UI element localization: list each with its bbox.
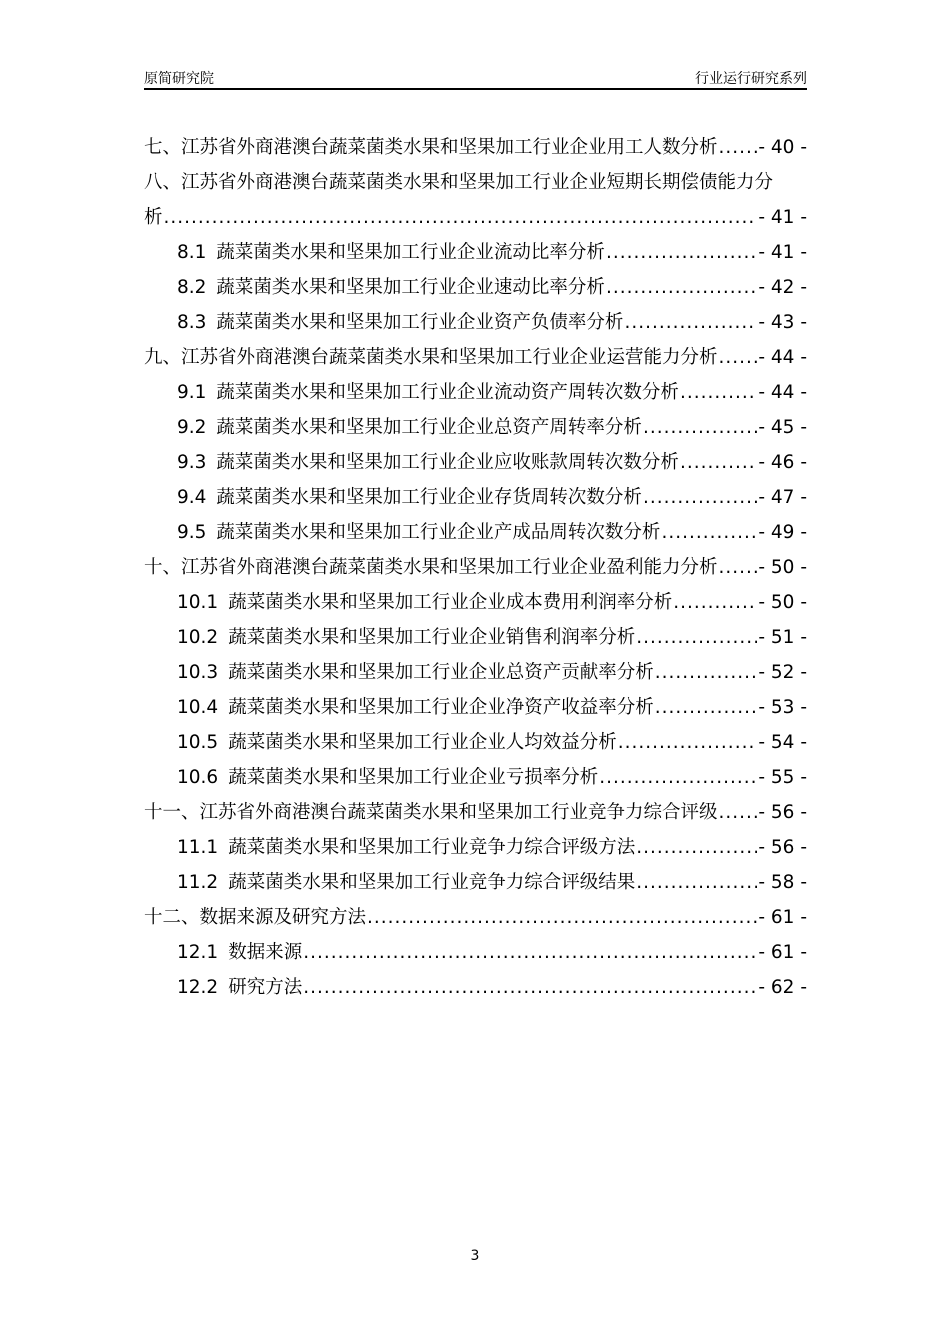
toc-entry[interactable] <box>144 900 807 935</box>
toc-entry[interactable] <box>144 305 807 340</box>
toc-entry-title: 析 <box>144 207 163 228</box>
toc-entry[interactable] <box>144 445 807 480</box>
header-publisher: 原简研究院 <box>144 71 214 87</box>
toc-leader-dots <box>673 585 757 620</box>
toc-entry-number: 10.6 <box>177 767 219 788</box>
toc-entry-number: 9.1 <box>177 382 207 403</box>
toc-entry-title: 蔬菜菌类水果和坚果加工行业竞争力综合评级方法 <box>228 837 636 858</box>
toc-leader-dots <box>719 550 758 585</box>
toc-entry-page: - 42 - <box>758 277 807 298</box>
toc-entry-page: - 41 - <box>758 207 807 228</box>
toc-entry-title: 蔬菜菌类水果和坚果加工行业企业应收账款周转次数分析 <box>216 452 679 473</box>
toc-entry-title: 蔬菜菌类水果和坚果加工行业企业总资产周转率分析 <box>216 417 642 438</box>
toc-entry-title: 蔬菜菌类水果和坚果加工行业企业净资产收益率分析 <box>228 697 654 718</box>
toc-entry-title: 研究方法 <box>228 977 303 998</box>
toc-entry-number: 8.3 <box>177 312 207 333</box>
toc-entry-number: 9.4 <box>177 487 207 508</box>
toc-entry[interactable] <box>144 935 807 970</box>
toc-entry-title: 蔬菜菌类水果和坚果加工行业企业亏损率分析 <box>228 767 599 788</box>
toc-leader-dots <box>719 130 758 165</box>
toc-entry-number: 12.1 <box>177 942 219 963</box>
toc-entry-title: 十二、数据来源及研究方法 <box>144 907 367 928</box>
toc-entry-page: - 41 - <box>758 242 807 263</box>
toc-entry[interactable] <box>144 130 807 165</box>
toc-entry[interactable] <box>144 165 807 200</box>
toc-leader-dots <box>303 970 757 1005</box>
toc-leader-dots <box>606 235 757 270</box>
toc-entry-page: - 51 - <box>758 627 807 648</box>
toc-leader-dots <box>643 480 757 515</box>
toc-entry-title: 蔬菜菌类水果和坚果加工行业企业流动资产周转次数分析 <box>216 382 679 403</box>
toc-entry-page: - 46 - <box>758 452 807 473</box>
toc-entry-title: 蔬菜菌类水果和坚果加工行业企业存货周转次数分析 <box>216 487 642 508</box>
toc-leader-dots <box>719 795 758 830</box>
toc-entry-title: 蔬菜菌类水果和坚果加工行业企业产成品周转次数分析 <box>216 522 661 543</box>
toc-entry-page: - 61 - <box>758 907 807 928</box>
toc-entry[interactable] <box>144 970 807 1005</box>
toc-entry[interactable] <box>144 235 807 270</box>
toc-entry-number: 11.2 <box>177 872 219 893</box>
toc-entry[interactable] <box>144 725 807 760</box>
toc-entry-page: - 56 - <box>758 837 807 858</box>
toc-leader-dots <box>661 515 757 550</box>
table-of-contents <box>144 130 807 1005</box>
toc-leader-dots <box>636 830 757 865</box>
toc-leader-dots <box>599 760 757 795</box>
toc-entry-page: - 50 - <box>758 557 807 578</box>
toc-entry-title: 蔬菜菌类水果和坚果加工行业企业流动比率分析 <box>216 242 605 263</box>
toc-entry-number: 10.1 <box>177 592 219 613</box>
toc-entry[interactable] <box>144 340 807 375</box>
page-number: 3 <box>470 1248 480 1264</box>
toc-entry-page: - 44 - <box>758 382 807 403</box>
toc-entry-title: 十、江苏省外商港澳台蔬菜菌类水果和坚果加工行业企业盈利能力分析 <box>144 557 718 578</box>
toc-entry-title: 七、江苏省外商港澳台蔬菜菌类水果和坚果加工行业企业用工人数分析 <box>144 137 718 158</box>
toc-leader-dots <box>655 690 758 725</box>
toc-entry-page: - 56 - <box>758 802 807 823</box>
toc-entry[interactable] <box>144 795 807 830</box>
toc-entry-page: - 44 - <box>758 347 807 368</box>
toc-entry-page: - 47 - <box>758 487 807 508</box>
toc-entry-page: - 53 - <box>758 697 807 718</box>
toc-entry[interactable] <box>144 480 807 515</box>
toc-entry-page: - 50 - <box>758 592 807 613</box>
toc-entry-page: - 45 - <box>758 417 807 438</box>
toc-entry[interactable] <box>144 655 807 690</box>
toc-entry-title: 蔬菜菌类水果和坚果加工行业企业速动比率分析 <box>216 277 605 298</box>
toc-entry-number: 12.2 <box>177 977 219 998</box>
toc-entry[interactable] <box>144 585 807 620</box>
toc-leader-dots <box>636 620 757 655</box>
toc-entry-number: 10.4 <box>177 697 219 718</box>
toc-entry-number: 9.2 <box>177 417 207 438</box>
toc-leader-dots <box>164 200 758 235</box>
toc-entry-title: 八、江苏省外商港澳台蔬菜菌类水果和坚果加工行业企业短期长期偿债能力分 <box>144 172 774 193</box>
toc-entry[interactable] <box>144 865 807 900</box>
toc-entry-number: 10.2 <box>177 627 219 648</box>
toc-entry-title: 蔬菜菌类水果和坚果加工行业竞争力综合评级结果 <box>228 872 636 893</box>
toc-leader-dots <box>606 270 757 305</box>
toc-leader-dots <box>303 935 757 970</box>
header-series: 行业运行研究系列 <box>695 71 807 87</box>
toc-entry-page: - 62 - <box>758 977 807 998</box>
page-header <box>144 66 807 90</box>
toc-entry-title: 蔬菜菌类水果和坚果加工行业企业人均效益分析 <box>228 732 617 753</box>
toc-leader-dots <box>680 375 757 410</box>
toc-entry-title: 九、江苏省外商港澳台蔬菜菌类水果和坚果加工行业企业运营能力分析 <box>144 347 718 368</box>
toc-entry[interactable] <box>144 270 807 305</box>
toc-leader-dots <box>643 410 757 445</box>
toc-entry-page: - 58 - <box>758 872 807 893</box>
toc-entry[interactable] <box>144 690 807 725</box>
toc-entry-number: 8.1 <box>177 242 207 263</box>
toc-entry[interactable] <box>144 410 807 445</box>
toc-entry-number: 9.3 <box>177 452 207 473</box>
toc-entry-title: 蔬菜菌类水果和坚果加工行业企业资产负债率分析 <box>216 312 624 333</box>
toc-leader-dots <box>618 725 758 760</box>
toc-leader-dots <box>367 900 757 935</box>
toc-leader-dots <box>636 865 757 900</box>
toc-entry-page: - 40 - <box>758 137 807 158</box>
toc-entry-number: 9.5 <box>177 522 207 543</box>
toc-entry-number: 10.3 <box>177 662 219 683</box>
toc-entry[interactable] <box>144 830 807 865</box>
toc-entry-title: 蔬菜菌类水果和坚果加工行业企业销售利润率分析 <box>228 627 636 648</box>
toc-entry[interactable] <box>144 375 807 410</box>
toc-entry[interactable] <box>144 515 807 550</box>
toc-entry[interactable] <box>144 550 807 585</box>
toc-entry-number: 8.2 <box>177 277 207 298</box>
toc-entry-page: - 43 - <box>758 312 807 333</box>
toc-leader-dots <box>719 340 758 375</box>
toc-entry-title: 十一、江苏省外商港澳台蔬菜菌类水果和坚果加工行业竞争力综合评级 <box>144 802 718 823</box>
toc-entry-number: 11.1 <box>177 837 219 858</box>
toc-leader-dots <box>680 445 757 480</box>
toc-entry-title: 蔬菜菌类水果和坚果加工行业企业成本费用利润率分析 <box>228 592 673 613</box>
toc-entry-title: 数据来源 <box>228 942 303 963</box>
toc-entry-page: - 55 - <box>758 767 807 788</box>
toc-entry-page: - 49 - <box>758 522 807 543</box>
toc-entry-page: - 54 - <box>758 732 807 753</box>
toc-entry[interactable] <box>144 760 807 795</box>
toc-entry-number: 10.5 <box>177 732 219 753</box>
toc-leader-dots <box>624 305 757 340</box>
toc-entry-page: - 61 - <box>758 942 807 963</box>
toc-entry-page: - 52 - <box>758 662 807 683</box>
toc-entry[interactable] <box>144 620 807 655</box>
toc-entry-continuation[interactable] <box>144 200 807 235</box>
toc-leader-dots <box>655 655 758 690</box>
toc-entry-title: 蔬菜菌类水果和坚果加工行业企业总资产贡献率分析 <box>228 662 654 683</box>
